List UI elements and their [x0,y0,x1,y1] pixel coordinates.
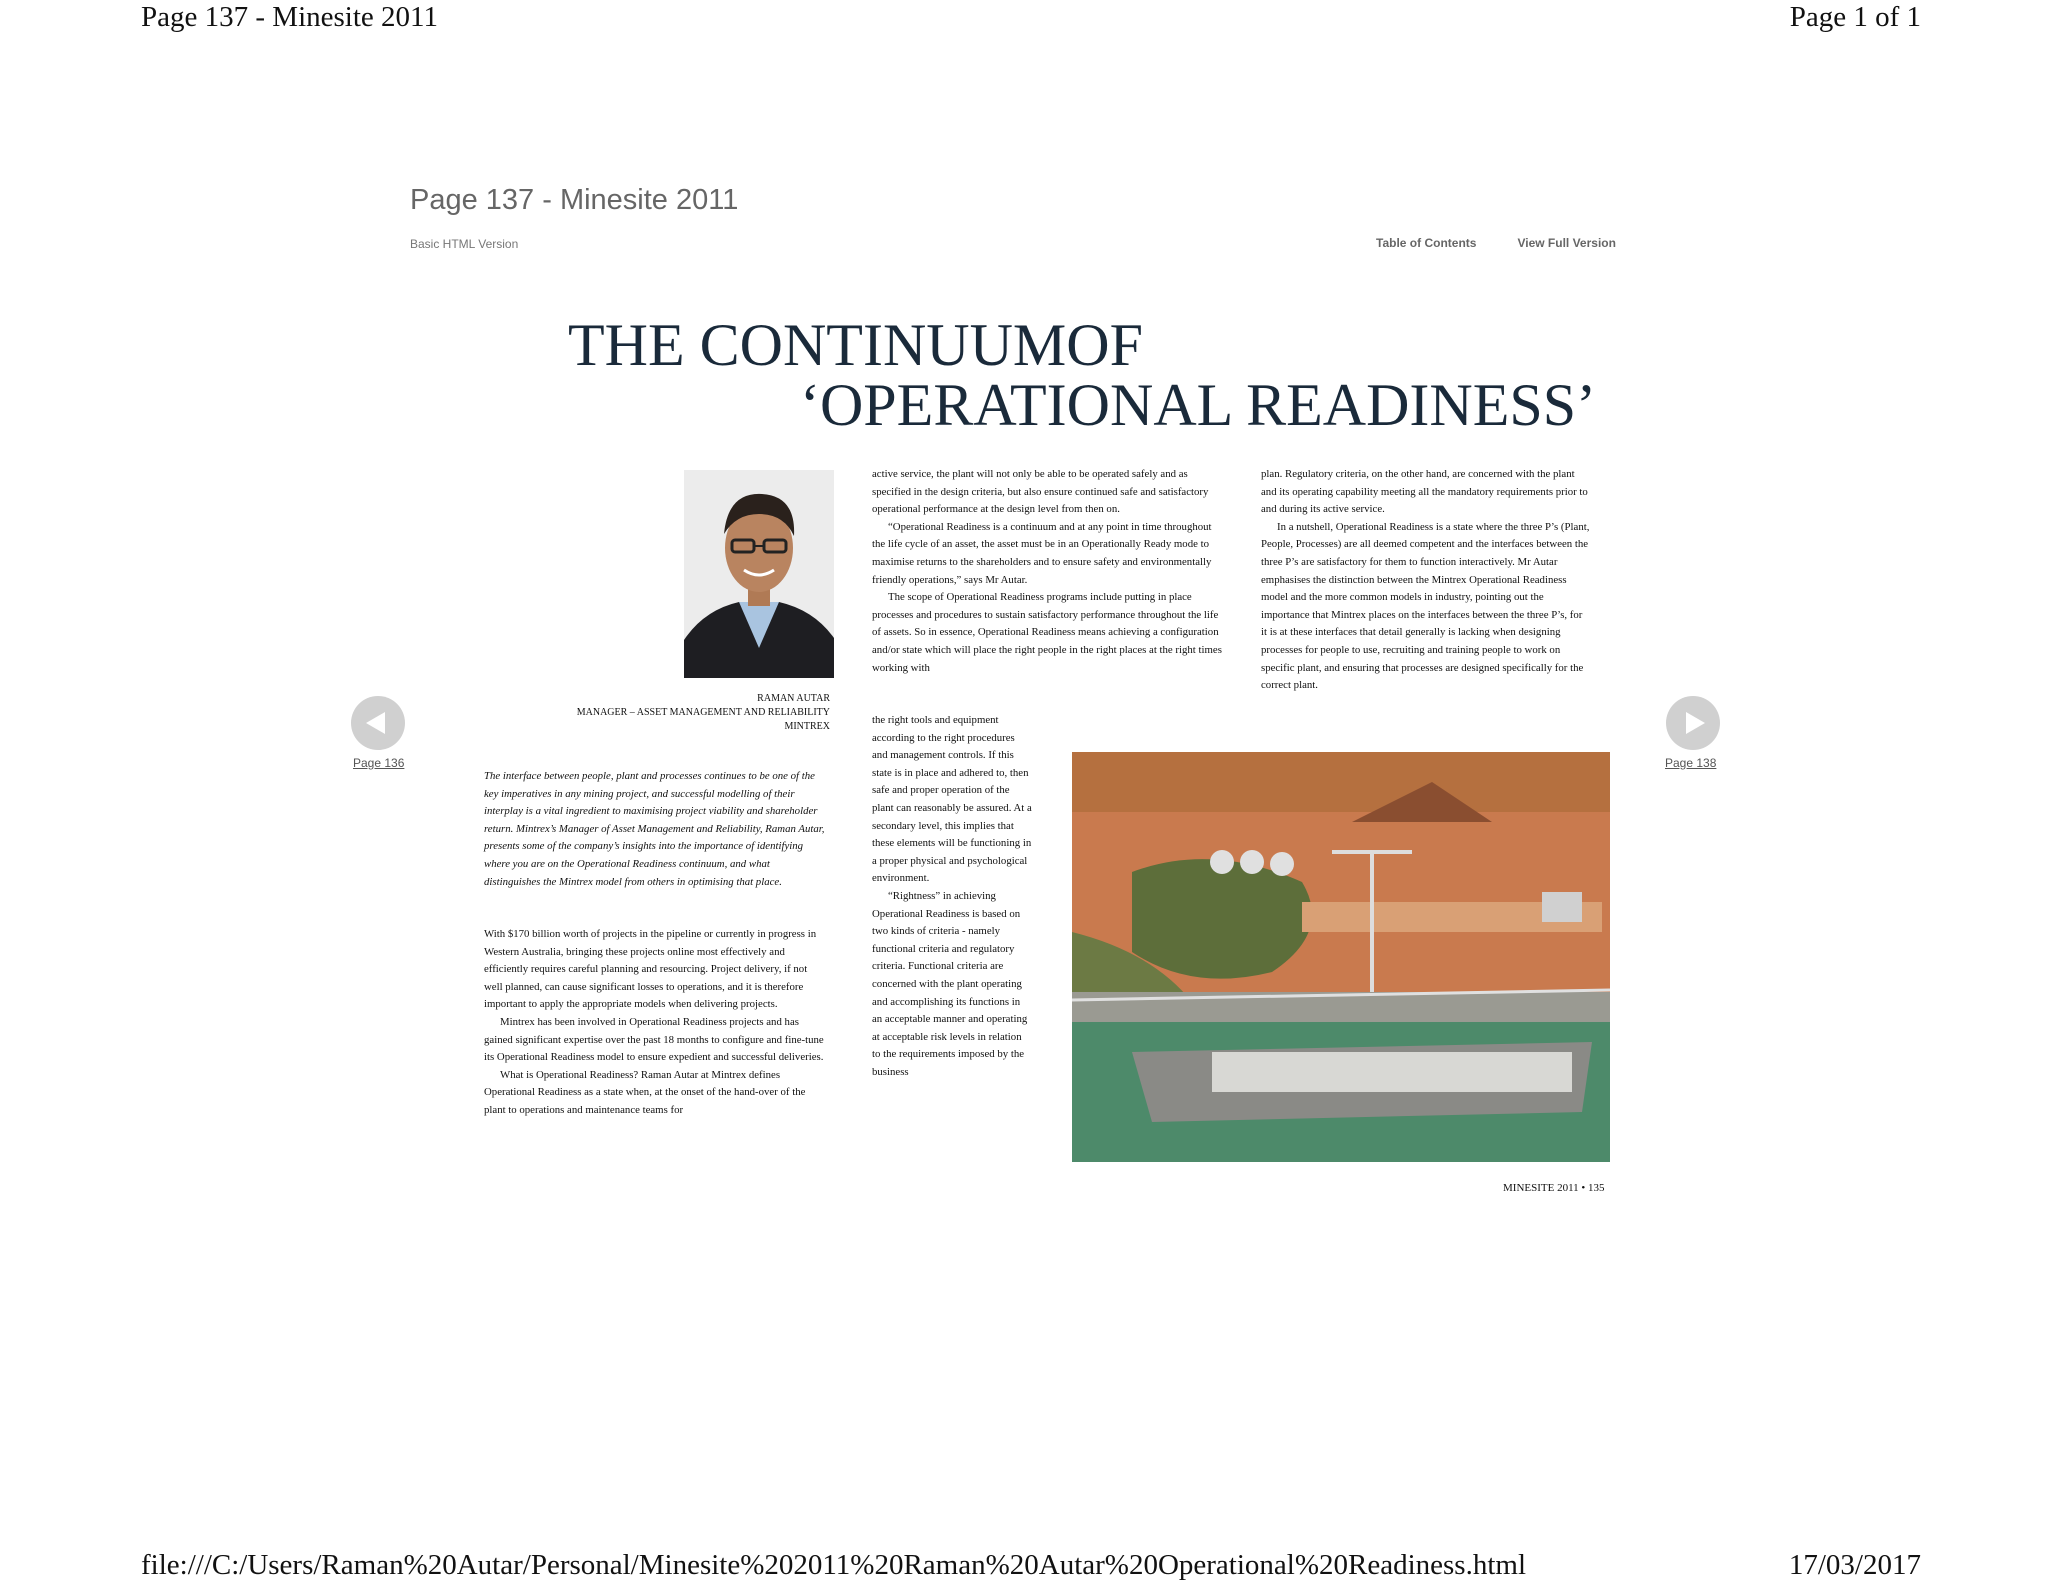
paragraph: the right tools and equipment according to the right procedures and management controls. If this state is in place and adhered to, then safe and proper operation of the plant can reasonably be assured. At a secondary level, this implies that these elements will be functioning in a proper physical and psychological environment. [872,714,1032,885]
previous-page-link[interactable]: Page 136 [353,756,405,770]
author-name: RAMAN AUTAR [757,693,830,704]
paragraph: Mintrex has been involved in Operational Readiness projects and has gained significant expertise over the past 18 months to configure and fine-tune its Operational Readiness model to ensure expedient and successful deliveries. [484,1015,824,1064]
paragraph: active service, the plant will not only be able to be operated safely and as specified in the design criteria, but also ensure continued safe and satisfactory operational performance at the design level from then on. [872,468,1209,516]
paragraph: The scope of Operational Readiness programs include putting in place processes and procedures to sustain satisfactory performance throughout the life of assets. So in essence, Operational Readiness means achieving a configuration and/or state which will place the right people in the right places at the right times working with [872,591,1222,674]
author-company: MINTREX [784,721,830,732]
headline-line-1: THE CONTINUUMOF [568,312,1143,378]
basic-html-version-label[interactable]: Basic HTML Version [410,237,519,251]
article-intro: The interface between people, plant and processes continues to be one of the key imperatives in any mining project, and successful modelling of their interplay is a vital ingredient to maximising project viability and shareholder return. Mintrex’s Manager of Asset Management and Reliability, Raman Autar, presents some of the company’s insights into the importance of identifying where you are on the Operational Readiness continuum, and what distinguishes the Mintrex model from others in optimising that place. [484,770,825,888]
photo-graphic [1072,752,1610,1162]
paragraph: With $170 billion worth of projects in the pipeline or currently in progress in Western Australia, bringing these projects online most effectively and efficiently requires careful planning and resourcing. Project delivery, if not well planned, can cause significant losses to operations, and it is therefore important to apply the appropriate models when delivering projects. [484,928,817,1011]
view-full-version-link[interactable]: View Full Version [1517,236,1616,250]
port-aerial-photo [1072,752,1610,1162]
table-of-contents-link[interactable]: Table of Contents [1376,236,1477,250]
article-column-3 [1261,466,1591,695]
next-page-link[interactable]: Page 138 [1665,756,1717,770]
portrait-graphic [684,470,834,678]
article-column-2-top [872,466,1222,677]
article-column-1 [484,926,828,1120]
author-byline [480,692,830,734]
viewer-title: Page 137 - Minesite 2011 [410,184,739,216]
print-header-title: Page 137 - Minesite 2011 [141,1,438,33]
arrow-right-icon [1686,712,1705,734]
previous-page-button[interactable] [351,696,405,750]
arrow-left-icon [366,712,385,734]
paragraph: plan. Regulatory criteria, on the other hand, are concerned with the plant and its operating capability meeting all the mandatory requirements prior to and during its active service. [1261,468,1588,516]
author-role: MANAGER – ASSET MANAGEMENT AND RELIABILITY [576,707,830,718]
magazine-page-number: MINESITE 2011 • 135 [1503,1182,1605,1194]
paragraph: What is Operational Readiness? Raman Autar at Mintrex defines Operational Readiness as a state when, at the onset of the hand-over of the plant to operations and maintenance teams for [484,1068,806,1116]
print-footer-date: 17/03/2017 [1788,1549,1921,1581]
paragraph: “Operational Readiness is a continuum and at any point in time throughout the life cycle of an asset, the asset must be in an Operationally Ready mode to maximise returns to the shareholders and to ensure safety and environmentally friendly operations,” says Mr Autar. [872,520,1212,586]
viewer-links [1376,236,1616,250]
article-column-2-narrow [872,712,1032,1081]
print-footer-file-path: file:///C:/Users/Raman%20Autar/Personal/Minesite%202011%20Raman%20Autar%20Operational%20Readiness.html [141,1549,1527,1581]
next-page-button[interactable] [1666,696,1720,750]
author-portrait [684,470,834,678]
print-header-page-count: Page 1 of 1 [1789,1,1921,33]
headline-line-2: ‘OPERATIONAL READINESS’ [800,372,1597,438]
paragraph: “Rightness” in achieving Operational Readiness is based on two kinds of criteria - namely functional criteria and regulatory criteria. Functional criteria are concerned with the plant operating and accomplishing its functions in an acceptable manner and operating at acceptable risk levels in relation to the requirements imposed by the business [872,889,1028,1078]
paragraph: In a nutshell, Operational Readiness is a state where the three P’s (Plant, People, Processes) are all deemed competent and the interfaces between the three P’s are satisfactory for them to function interactively. Mr Autar emphasises the distinction between the Mintrex Operational Readiness model and the more common models in industry, pointing out the importance that Mintrex places on the interfaces between the three P’s, for it is at these interfaces that detail generally is lacking when designing processes for people to use, recruiting and training people to work on specific plant, and ensuring that processes are designed specifically for the correct plant. [1261,520,1590,692]
